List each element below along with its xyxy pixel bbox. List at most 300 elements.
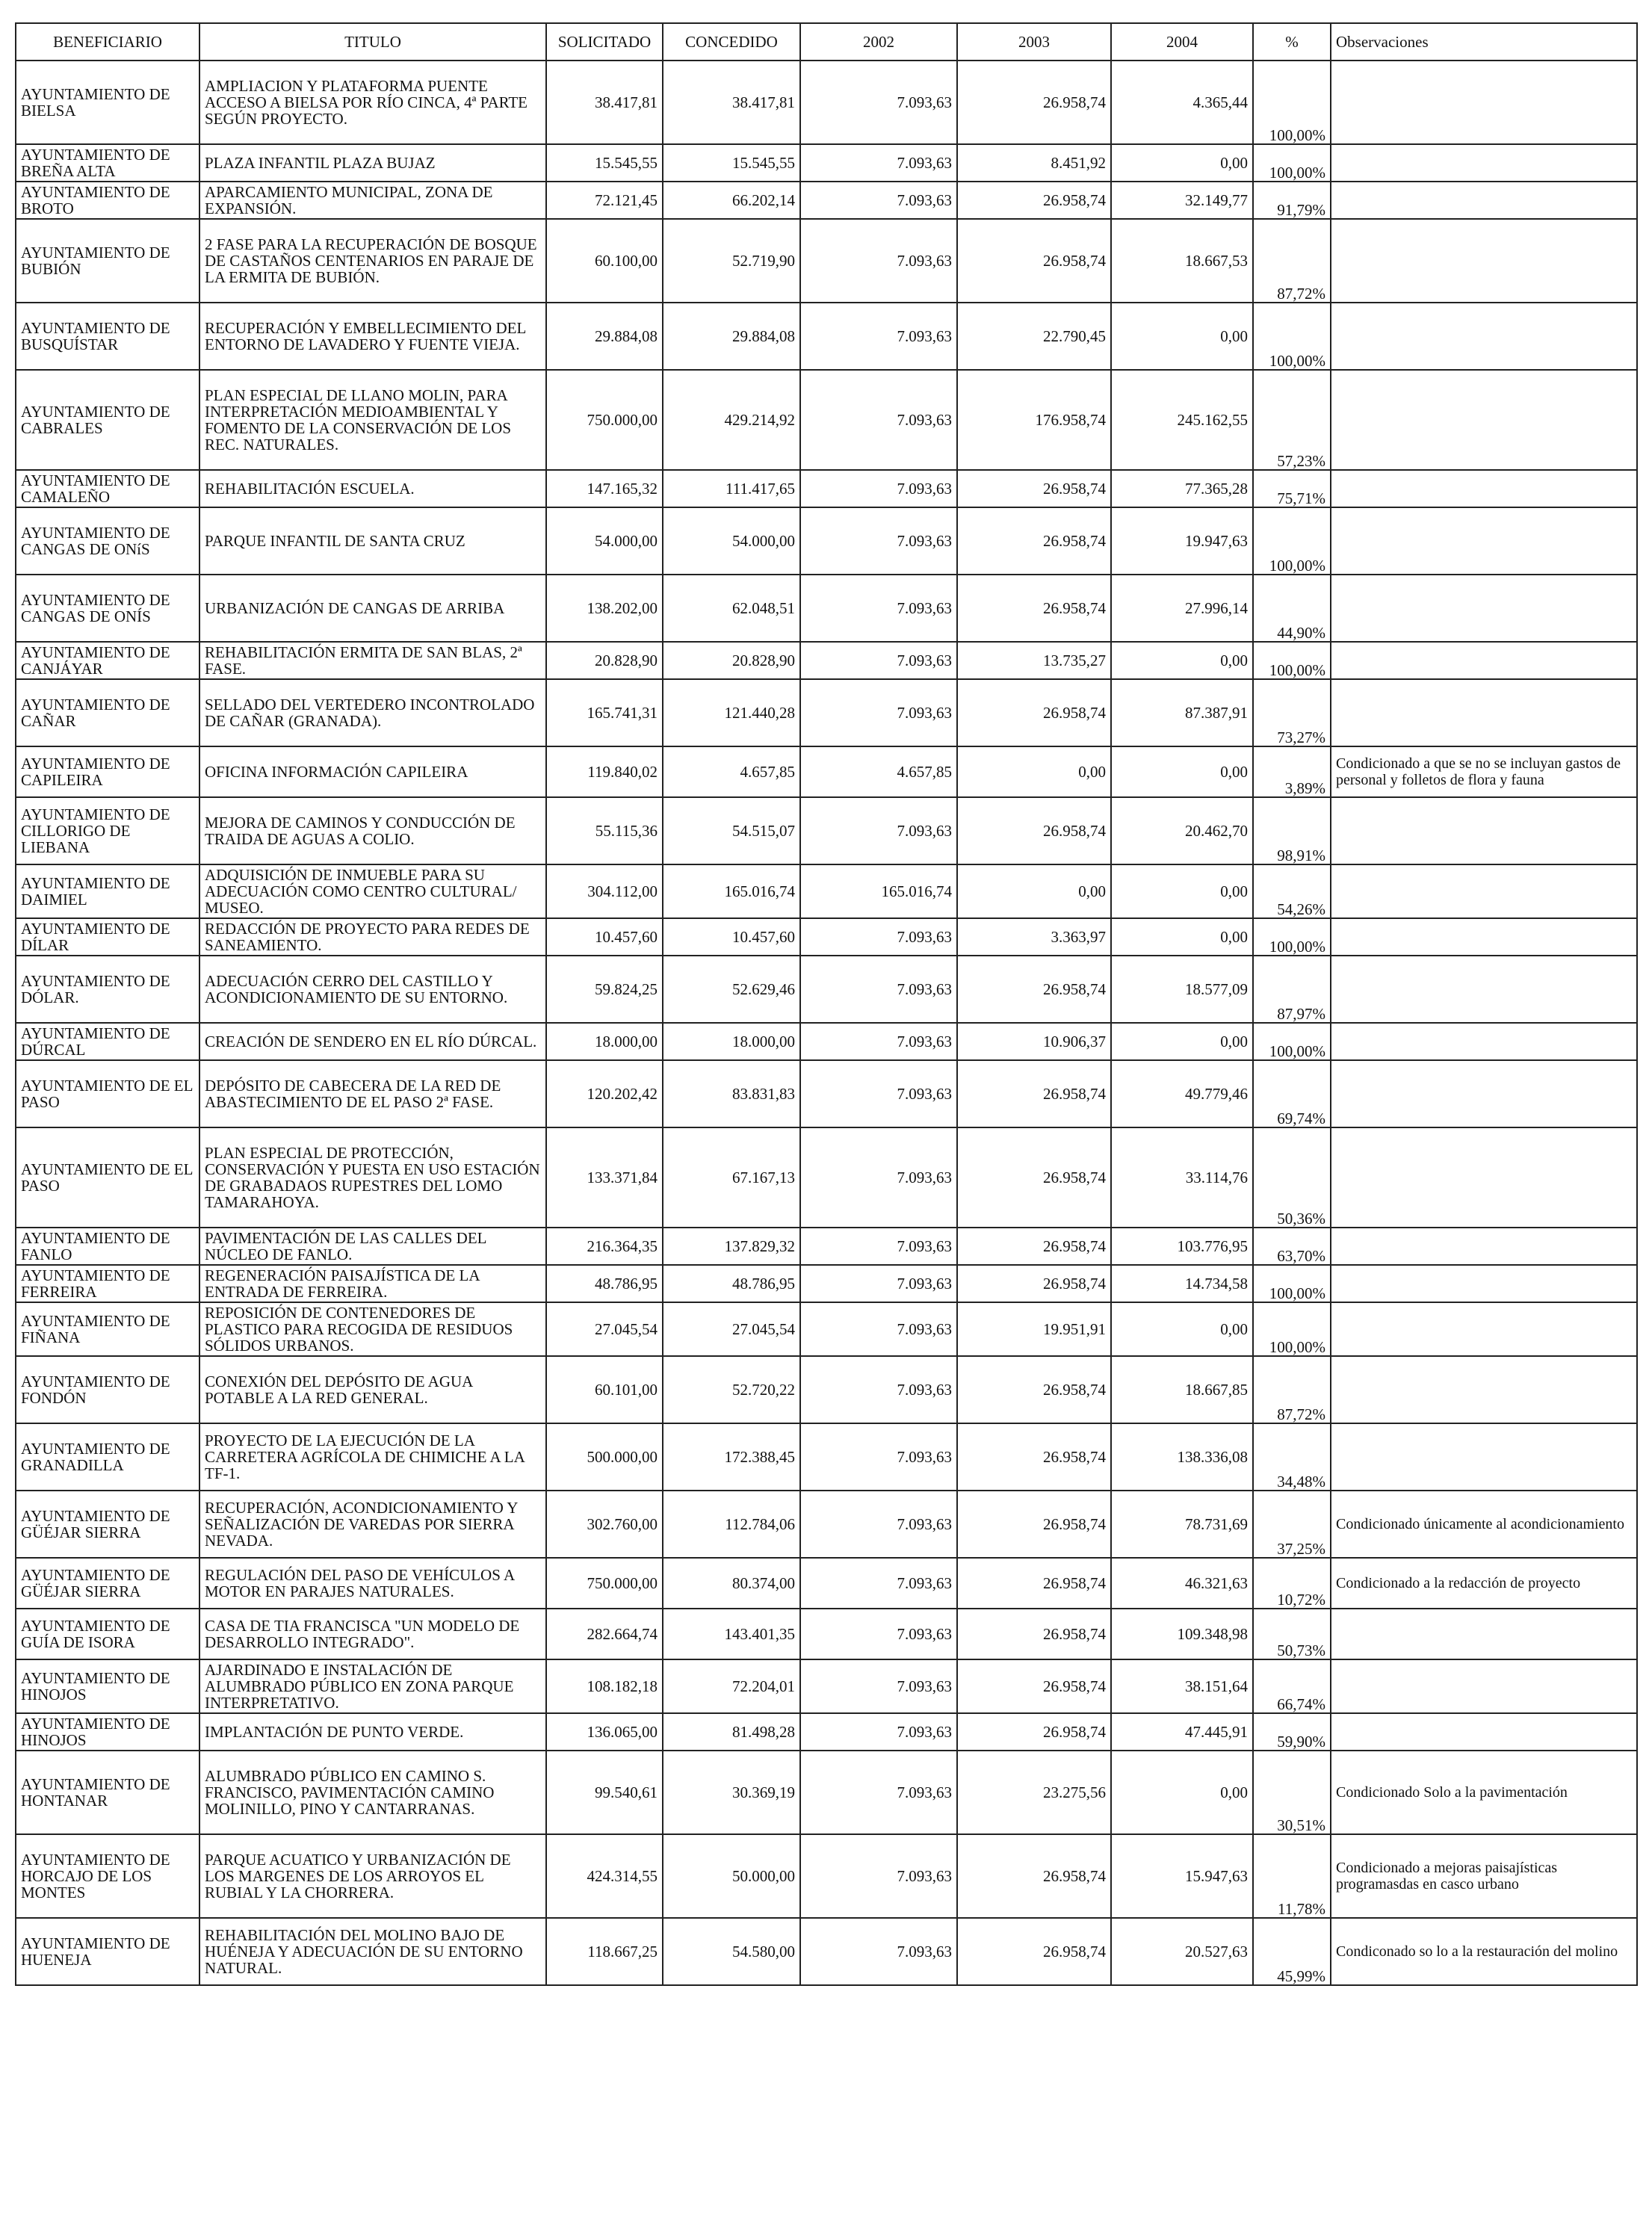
table-row (16, 370, 1637, 470)
subsidy-table (15, 22, 1638, 1985)
row-2002: 7.093,63 (800, 1302, 957, 1356)
row-2003: 26.958,74 (957, 1060, 1111, 1127)
row-concedido: 121.440,28 (663, 679, 800, 746)
row-2003: 26.958,74 (957, 956, 1111, 1023)
row-beneficiario: AYUNTAMIENTO DE FANLO (16, 1228, 199, 1265)
row-percent: 100,00% (1253, 1302, 1331, 1356)
row-solicitado: 147.165,32 (546, 470, 663, 507)
row-concedido: 29.884,08 (663, 303, 800, 370)
row-2003: 26.958,74 (957, 1659, 1111, 1713)
row-observaciones: Condicionado únicamente al acondicionamiento (1331, 1491, 1637, 1558)
row-concedido: 165.016,74 (663, 864, 800, 918)
row-beneficiario: AYUNTAMIENTO DE FIÑANA (16, 1302, 199, 1356)
row-concedido: 429.214,92 (663, 370, 800, 470)
row-beneficiario: AYUNTAMIENTO DE HINOJOS (16, 1713, 199, 1751)
table-row (16, 1751, 1637, 1834)
row-solicitado: 118.667,25 (546, 1918, 663, 1985)
row-titulo: 2 FASE PARA LA RECUPERACIÓN DE BOSQUE DE CASTAÑOS CENTENARIOS EN PARAJE DE LA ERMITA DE BUBIÓN. (199, 219, 546, 303)
row-2002: 7.093,63 (800, 507, 957, 575)
row-2002: 7.093,63 (800, 1491, 957, 1558)
row-percent: 69,74% (1253, 1060, 1331, 1127)
row-2002: 7.093,63 (800, 1659, 957, 1713)
row-2004: 33.114,76 (1111, 1127, 1253, 1228)
row-solicitado: 119.840,02 (546, 746, 663, 797)
row-2004: 49.779,46 (1111, 1060, 1253, 1127)
row-titulo: PLAN ESPECIAL DE LLANO MOLIN, PARA INTERPRETACIÓN MEDIOAMBIENTAL Y FOMENTO DE LA CONSERVACIÓN DE LOS REC. NATURALES. (199, 370, 546, 470)
row-observaciones (1331, 1659, 1637, 1713)
row-solicitado: 38.417,81 (546, 61, 663, 144)
row-observaciones (1331, 1127, 1637, 1228)
row-titulo: AMPLIACION Y PLATAFORMA PUENTE ACCESO A BIELSA POR RÍO CINCA, 4ª PARTE SEGÚN PROYECTO. (199, 61, 546, 144)
row-observaciones (1331, 918, 1637, 956)
row-observaciones: Condicionado a mejoras paisajísticas programasdas en casco urbano (1331, 1834, 1637, 1918)
row-observaciones (1331, 507, 1637, 575)
row-2003: 0,00 (957, 746, 1111, 797)
row-2004: 18.667,53 (1111, 219, 1253, 303)
row-titulo: PLAN ESPECIAL DE PROTECCIÓN, CONSERVACIÓN Y PUESTA EN USO ESTACIÓN DE GRABADAOS RUPESTRES DEL LOMO TAMARAHOYA. (199, 1127, 546, 1228)
table-row (16, 1127, 1637, 1228)
row-2003: 26.958,74 (957, 1918, 1111, 1985)
row-concedido: 52.719,90 (663, 219, 800, 303)
row-titulo: AJARDINADO E INSTALACIÓN DE ALUMBRADO PÚBLICO EN ZONA PARQUE INTERPRETATIVO. (199, 1659, 546, 1713)
row-beneficiario: AYUNTAMIENTO DE BROTO (16, 182, 199, 219)
row-2003: 0,00 (957, 864, 1111, 918)
table-row (16, 1558, 1637, 1609)
row-titulo: APARCAMIENTO MUNICIPAL, ZONA DE EXPANSIÓN. (199, 182, 546, 219)
row-2002: 7.093,63 (800, 1023, 957, 1060)
row-beneficiario: AYUNTAMIENTO DE CAPILEIRA (16, 746, 199, 797)
header-2002: 2002 (800, 23, 957, 61)
row-percent: 30,51% (1253, 1751, 1331, 1834)
row-concedido: 54.515,07 (663, 797, 800, 864)
row-titulo: SELLADO DEL VERTEDERO INCONTROLADO DE CAÑAR (GRANADA). (199, 679, 546, 746)
row-concedido: 50.000,00 (663, 1834, 800, 1918)
row-2002: 7.093,63 (800, 470, 957, 507)
row-concedido: 38.417,81 (663, 61, 800, 144)
row-percent: 87,72% (1253, 1356, 1331, 1423)
row-observaciones (1331, 1423, 1637, 1491)
row-solicitado: 424.314,55 (546, 1834, 663, 1918)
row-2004: 32.149,77 (1111, 182, 1253, 219)
row-2004: 46.321,63 (1111, 1558, 1253, 1609)
row-solicitado: 15.545,55 (546, 144, 663, 182)
row-2003: 176.958,74 (957, 370, 1111, 470)
row-2002: 7.093,63 (800, 642, 957, 679)
row-2002: 7.093,63 (800, 61, 957, 144)
row-beneficiario: AYUNTAMIENTO DE BUSQUÍSTAR (16, 303, 199, 370)
row-concedido: 54.580,00 (663, 1918, 800, 1985)
row-solicitado: 302.760,00 (546, 1491, 663, 1558)
row-beneficiario: AYUNTAMIENTO DE GRANADILLA (16, 1423, 199, 1491)
row-concedido: 27.045,54 (663, 1302, 800, 1356)
table-row (16, 470, 1637, 507)
row-2004: 20.462,70 (1111, 797, 1253, 864)
row-2002: 4.657,85 (800, 746, 957, 797)
row-percent: 100,00% (1253, 1265, 1331, 1302)
row-2003: 13.735,27 (957, 642, 1111, 679)
row-2004: 0,00 (1111, 864, 1253, 918)
row-solicitado: 27.045,54 (546, 1302, 663, 1356)
row-2004: 77.365,28 (1111, 470, 1253, 507)
table-row (16, 507, 1637, 575)
row-concedido: 137.829,32 (663, 1228, 800, 1265)
row-concedido: 18.000,00 (663, 1023, 800, 1060)
row-2003: 26.958,74 (957, 797, 1111, 864)
row-observaciones (1331, 575, 1637, 642)
row-2002: 7.093,63 (800, 1751, 957, 1834)
row-2002: 7.093,63 (800, 956, 957, 1023)
row-titulo: REPOSICIÓN DE CONTENEDORES DE PLASTICO PARA RECOGIDA DE RESIDUOS SÓLIDOS URBANOS. (199, 1302, 546, 1356)
row-2004: 20.527,63 (1111, 1918, 1253, 1985)
row-2002: 7.093,63 (800, 1265, 957, 1302)
row-beneficiario: AYUNTAMIENTO DE CANGAS DE ONíS (16, 507, 199, 575)
row-2003: 8.451,92 (957, 144, 1111, 182)
row-beneficiario: AYUNTAMIENTO DE BUBIÓN (16, 219, 199, 303)
header-titulo: TITULO (199, 23, 546, 61)
row-percent: 37,25% (1253, 1491, 1331, 1558)
table-row (16, 746, 1637, 797)
row-2004: 0,00 (1111, 918, 1253, 956)
row-titulo: PARQUE ACUATICO Y URBANIZACIÓN DE LOS MARGENES DE LOS ARROYOS EL RUBIAL Y LA CHORRERA. (199, 1834, 546, 1918)
table-row (16, 956, 1637, 1023)
row-percent: 54,26% (1253, 864, 1331, 918)
row-concedido: 10.457,60 (663, 918, 800, 956)
row-2002: 7.093,63 (800, 1834, 957, 1918)
row-2002: 7.093,63 (800, 797, 957, 864)
row-beneficiario: AYUNTAMIENTO DE EL PASO (16, 1127, 199, 1228)
row-2004: 245.162,55 (1111, 370, 1253, 470)
table-row (16, 1302, 1637, 1356)
row-percent: 50,73% (1253, 1609, 1331, 1659)
row-observaciones (1331, 1060, 1637, 1127)
row-observaciones (1331, 1713, 1637, 1751)
row-2002: 165.016,74 (800, 864, 957, 918)
row-titulo: CASA DE TIA FRANCISCA "UN MODELO DE DESARROLLO INTEGRADO". (199, 1609, 546, 1659)
row-beneficiario: AYUNTAMIENTO DE DAIMIEL (16, 864, 199, 918)
table-row (16, 1834, 1637, 1918)
row-2002: 7.093,63 (800, 1060, 957, 1127)
row-2003: 19.951,91 (957, 1302, 1111, 1356)
table-row (16, 1060, 1637, 1127)
row-2004: 0,00 (1111, 1023, 1253, 1060)
row-2002: 7.093,63 (800, 1228, 957, 1265)
row-concedido: 66.202,14 (663, 182, 800, 219)
row-concedido: 67.167,13 (663, 1127, 800, 1228)
row-titulo: PROYECTO DE LA EJECUCIÓN DE LA CARRETERA AGRÍCOLA DE CHIMICHE A LA TF-1. (199, 1423, 546, 1491)
row-solicitado: 165.741,31 (546, 679, 663, 746)
row-percent: 34,48% (1253, 1423, 1331, 1491)
row-2002: 7.093,63 (800, 918, 957, 956)
row-titulo: PLAZA INFANTIL PLAZA BUJAZ (199, 144, 546, 182)
table-row (16, 575, 1637, 642)
row-percent: 91,79% (1253, 182, 1331, 219)
row-solicitado: 55.115,36 (546, 797, 663, 864)
header-observaciones: Observaciones (1331, 23, 1637, 61)
table-row (16, 1423, 1637, 1491)
row-percent: 45,99% (1253, 1918, 1331, 1985)
row-2004: 47.445,91 (1111, 1713, 1253, 1751)
row-percent: 75,71% (1253, 470, 1331, 507)
row-observaciones (1331, 1228, 1637, 1265)
row-titulo: CREACIÓN DE SENDERO EN EL RÍO DÚRCAL. (199, 1023, 546, 1060)
row-percent: 100,00% (1253, 61, 1331, 144)
row-beneficiario: AYUNTAMIENTO DE DÓLAR. (16, 956, 199, 1023)
row-percent: 3,89% (1253, 746, 1331, 797)
header-2003: 2003 (957, 23, 1111, 61)
row-2004: 38.151,64 (1111, 1659, 1253, 1713)
row-observaciones (1331, 797, 1637, 864)
row-2004: 18.667,85 (1111, 1356, 1253, 1423)
row-solicitado: 60.100,00 (546, 219, 663, 303)
row-observaciones (1331, 470, 1637, 507)
row-2003: 26.958,74 (957, 507, 1111, 575)
row-beneficiario: AYUNTAMIENTO DE GUÍA DE ISORA (16, 1609, 199, 1659)
row-percent: 63,70% (1253, 1228, 1331, 1265)
row-2002: 7.093,63 (800, 1558, 957, 1609)
row-observaciones: Condicionado a que se no se incluyan gastos de personal y folletos de flora y fauna (1331, 746, 1637, 797)
row-solicitado: 48.786,95 (546, 1265, 663, 1302)
row-observaciones (1331, 864, 1637, 918)
table-row (16, 1918, 1637, 1985)
row-observaciones (1331, 642, 1637, 679)
row-2003: 26.958,74 (957, 470, 1111, 507)
row-concedido: 172.388,45 (663, 1423, 800, 1491)
row-beneficiario: AYUNTAMIENTO DE CAÑAR (16, 679, 199, 746)
table-row (16, 1609, 1637, 1659)
row-2003: 26.958,74 (957, 1609, 1111, 1659)
table-row (16, 61, 1637, 144)
row-2002: 7.093,63 (800, 219, 957, 303)
row-titulo: URBANIZACIÓN DE CANGAS DE ARRIBA (199, 575, 546, 642)
table-row (16, 1491, 1637, 1558)
row-solicitado: 72.121,45 (546, 182, 663, 219)
row-concedido: 143.401,35 (663, 1609, 800, 1659)
row-2002: 7.093,63 (800, 182, 957, 219)
row-2004: 87.387,91 (1111, 679, 1253, 746)
row-2003: 26.958,74 (957, 1558, 1111, 1609)
table-row (16, 219, 1637, 303)
table-row (16, 1023, 1637, 1060)
row-percent: 100,00% (1253, 144, 1331, 182)
table-row (16, 182, 1637, 219)
row-concedido: 83.831,83 (663, 1060, 800, 1127)
row-2003: 26.958,74 (957, 1713, 1111, 1751)
row-2004: 109.348,98 (1111, 1609, 1253, 1659)
table-row (16, 303, 1637, 370)
row-beneficiario: AYUNTAMIENTO DE DÚRCAL (16, 1023, 199, 1060)
header-row (16, 23, 1637, 61)
row-percent: 11,78% (1253, 1834, 1331, 1918)
row-observaciones (1331, 1356, 1637, 1423)
row-2004: 0,00 (1111, 303, 1253, 370)
row-percent: 100,00% (1253, 507, 1331, 575)
row-beneficiario: AYUNTAMIENTO DE CANGAS DE ONÍS (16, 575, 199, 642)
row-2004: 4.365,44 (1111, 61, 1253, 144)
row-2002: 7.093,63 (800, 1127, 957, 1228)
row-observaciones (1331, 370, 1637, 470)
header-beneficiario: BENEFICIARIO (16, 23, 199, 61)
row-percent: 59,90% (1253, 1713, 1331, 1751)
table-row (16, 1356, 1637, 1423)
row-titulo: RECUPERACIÓN Y EMBELLECIMIENTO DEL ENTORNO DE LAVADERO Y FUENTE VIEJA. (199, 303, 546, 370)
row-2002: 7.093,63 (800, 1423, 957, 1491)
row-titulo: REHABILITACIÓN ERMITA DE SAN BLAS, 2ª FASE. (199, 642, 546, 679)
row-beneficiario: AYUNTAMIENTO DE FERREIRA (16, 1265, 199, 1302)
row-2002: 7.093,63 (800, 1609, 957, 1659)
row-titulo: PARQUE INFANTIL DE SANTA CRUZ (199, 507, 546, 575)
header-2004: 2004 (1111, 23, 1253, 61)
row-titulo: REDACCIÓN DE PROYECTO PARA REDES DE SANEAMIENTO. (199, 918, 546, 956)
row-2003: 26.958,74 (957, 1228, 1111, 1265)
row-2004: 0,00 (1111, 642, 1253, 679)
row-2003: 26.958,74 (957, 1491, 1111, 1558)
row-2004: 0,00 (1111, 144, 1253, 182)
row-2003: 26.958,74 (957, 679, 1111, 746)
row-solicitado: 138.202,00 (546, 575, 663, 642)
row-beneficiario: AYUNTAMIENTO DE GÜÉJAR SIERRA (16, 1491, 199, 1558)
row-2002: 7.093,63 (800, 575, 957, 642)
row-beneficiario: AYUNTAMIENTO DE HORCAJO DE LOS MONTES (16, 1834, 199, 1918)
row-percent: 100,00% (1253, 642, 1331, 679)
row-2003: 3.363,97 (957, 918, 1111, 956)
row-beneficiario: AYUNTAMIENTO DE EL PASO (16, 1060, 199, 1127)
header-solicitado: SOLICITADO (546, 23, 663, 61)
table-row (16, 797, 1637, 864)
row-solicitado: 59.824,25 (546, 956, 663, 1023)
row-2004: 103.776,95 (1111, 1228, 1253, 1265)
row-percent: 44,90% (1253, 575, 1331, 642)
row-2003: 23.275,56 (957, 1751, 1111, 1834)
row-2003: 10.906,37 (957, 1023, 1111, 1060)
row-observaciones (1331, 144, 1637, 182)
row-concedido: 72.204,01 (663, 1659, 800, 1713)
row-beneficiario: AYUNTAMIENTO DE BIELSA (16, 61, 199, 144)
row-beneficiario: AYUNTAMIENTO DE HINOJOS (16, 1659, 199, 1713)
row-2002: 7.093,63 (800, 1918, 957, 1985)
row-beneficiario: AYUNTAMIENTO DE CAMALEÑO (16, 470, 199, 507)
row-solicitado: 108.182,18 (546, 1659, 663, 1713)
row-titulo: DEPÓSITO DE CABECERA DE LA RED DE ABASTECIMIENTO DE EL PASO 2ª FASE. (199, 1060, 546, 1127)
row-percent: 100,00% (1253, 918, 1331, 956)
row-titulo: ALUMBRADO PÚBLICO EN CAMINO S. FRANCISCO, PAVIMENTACIÓN CAMINO MOLINILLO, PINO Y CANTARRANAS. (199, 1751, 546, 1834)
row-observaciones (1331, 1302, 1637, 1356)
row-concedido: 62.048,51 (663, 575, 800, 642)
row-2003: 26.958,74 (957, 575, 1111, 642)
row-2002: 7.093,63 (800, 303, 957, 370)
header-percent: % (1253, 23, 1331, 61)
row-observaciones: Condiconado so lo a la restauración del molino (1331, 1918, 1637, 1985)
row-concedido: 81.498,28 (663, 1713, 800, 1751)
row-titulo: REGULACIÓN DEL PASO DE VEHÍCULOS A MOTOR EN PARAJES NATURALES. (199, 1558, 546, 1609)
row-titulo: REHABILITACIÓN ESCUELA. (199, 470, 546, 507)
row-titulo: ADQUISICIÓN DE INMUEBLE PARA SU ADECUACIÓN COMO CENTRO CULTURAL/ MUSEO. (199, 864, 546, 918)
row-solicitado: 136.065,00 (546, 1713, 663, 1751)
row-2004: 14.734,58 (1111, 1265, 1253, 1302)
row-beneficiario: AYUNTAMIENTO DE BREÑA ALTA (16, 144, 199, 182)
table-row (16, 1713, 1637, 1751)
table-row (16, 642, 1637, 679)
row-observaciones (1331, 303, 1637, 370)
row-beneficiario: AYUNTAMIENTO DE FONDÓN (16, 1356, 199, 1423)
row-concedido: 111.417,65 (663, 470, 800, 507)
row-percent: 66,74% (1253, 1659, 1331, 1713)
header-concedido: CONCEDIDO (663, 23, 800, 61)
row-percent: 57,23% (1253, 370, 1331, 470)
row-solicitado: 54.000,00 (546, 507, 663, 575)
row-titulo: REHABILITACIÓN DEL MOLINO BAJO DE HUÉNEJA Y ADECUACIÓN DE SU ENTORNO NATURAL. (199, 1918, 546, 1985)
row-2003: 26.958,74 (957, 61, 1111, 144)
row-solicitado: 18.000,00 (546, 1023, 663, 1060)
row-observaciones (1331, 1265, 1637, 1302)
row-percent: 73,27% (1253, 679, 1331, 746)
row-concedido: 15.545,55 (663, 144, 800, 182)
table-row (16, 1659, 1637, 1713)
row-titulo: RECUPERACIÓN, ACONDICIONAMIENTO Y SEÑALIZACIÓN DE VAREDAS POR SIERRA NEVADA. (199, 1491, 546, 1558)
row-2004: 0,00 (1111, 746, 1253, 797)
row-2004: 78.731,69 (1111, 1491, 1253, 1558)
row-observaciones: Condicionado Solo a la pavimentación (1331, 1751, 1637, 1834)
row-percent: 87,97% (1253, 956, 1331, 1023)
row-titulo: CONEXIÓN DEL DEPÓSITO DE AGUA POTABLE A LA RED GENERAL. (199, 1356, 546, 1423)
row-percent: 50,36% (1253, 1127, 1331, 1228)
row-2004: 138.336,08 (1111, 1423, 1253, 1491)
document-page (15, 22, 1636, 1985)
row-titulo: IMPLANTACIÓN DE PUNTO VERDE. (199, 1713, 546, 1751)
row-solicitado: 750.000,00 (546, 1558, 663, 1609)
row-beneficiario: AYUNTAMIENTO DE CABRALES (16, 370, 199, 470)
row-observaciones (1331, 1023, 1637, 1060)
row-solicitado: 120.202,42 (546, 1060, 663, 1127)
row-2004: 27.996,14 (1111, 575, 1253, 642)
table-row (16, 864, 1637, 918)
row-solicitado: 282.664,74 (546, 1609, 663, 1659)
row-beneficiario: AYUNTAMIENTO DE HONTANAR (16, 1751, 199, 1834)
row-titulo: OFICINA INFORMACIÓN CAPILEIRA (199, 746, 546, 797)
row-titulo: MEJORA DE CAMINOS Y CONDUCCIÓN DE TRAIDA DE AGUAS A COLIO. (199, 797, 546, 864)
row-2003: 26.958,74 (957, 182, 1111, 219)
row-concedido: 4.657,85 (663, 746, 800, 797)
row-2003: 26.958,74 (957, 1265, 1111, 1302)
row-solicitado: 133.371,84 (546, 1127, 663, 1228)
row-solicitado: 20.828,90 (546, 642, 663, 679)
row-concedido: 112.784,06 (663, 1491, 800, 1558)
row-observaciones (1331, 182, 1637, 219)
row-percent: 100,00% (1253, 303, 1331, 370)
row-solicitado: 750.000,00 (546, 370, 663, 470)
row-concedido: 20.828,90 (663, 642, 800, 679)
row-percent: 87,72% (1253, 219, 1331, 303)
row-titulo: ADECUACIÓN CERRO DEL CASTILLO Y ACONDICIONAMIENTO DE SU ENTORNO. (199, 956, 546, 1023)
row-concedido: 52.629,46 (663, 956, 800, 1023)
row-observaciones (1331, 679, 1637, 746)
table-row (16, 679, 1637, 746)
row-beneficiario: AYUNTAMIENTO DE GÜÉJAR SIERRA (16, 1558, 199, 1609)
row-2004: 18.577,09 (1111, 956, 1253, 1023)
row-2003: 26.958,74 (957, 1834, 1111, 1918)
table-row (16, 144, 1637, 182)
row-solicitado: 500.000,00 (546, 1423, 663, 1491)
row-observaciones (1331, 61, 1637, 144)
row-concedido: 54.000,00 (663, 507, 800, 575)
row-beneficiario: AYUNTAMIENTO DE CILLORIGO DE LIEBANA (16, 797, 199, 864)
row-percent: 98,91% (1253, 797, 1331, 864)
row-solicitado: 29.884,08 (546, 303, 663, 370)
row-2002: 7.093,63 (800, 1356, 957, 1423)
row-beneficiario: AYUNTAMIENTO DE CANJÁYAR (16, 642, 199, 679)
row-percent: 10,72% (1253, 1558, 1331, 1609)
table-body (16, 61, 1637, 1985)
row-2002: 7.093,63 (800, 1713, 957, 1751)
